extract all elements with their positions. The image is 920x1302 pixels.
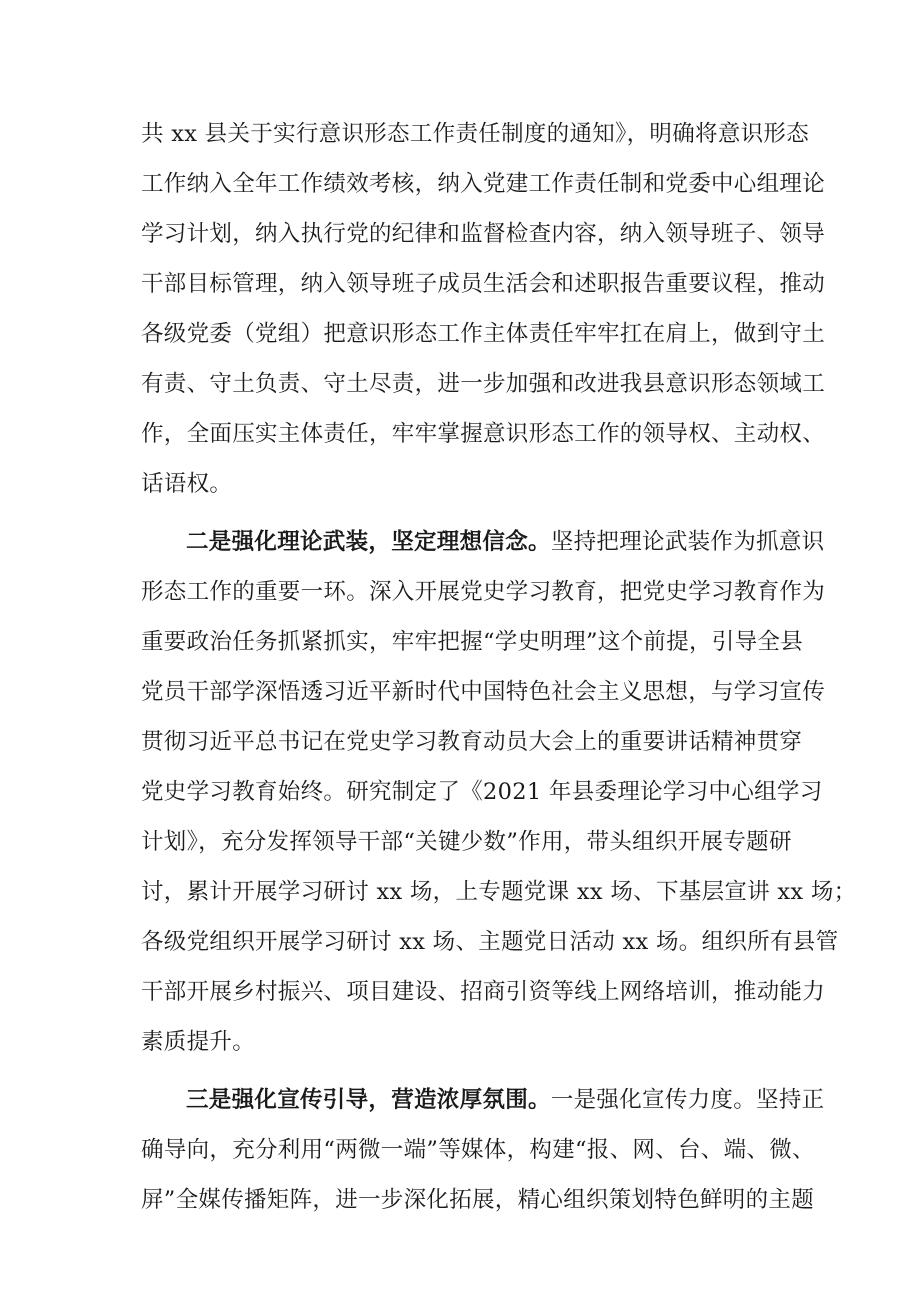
paragraph-1-line-5: 各级党委（党组）把意识形态工作主体责任牢牢扛在肩上，做到守土 — [141, 321, 826, 347]
paragraph-2-line-7: 计划》，充分发挥领导干部“关键少数”作用，带头组织开展专题研 — [141, 829, 792, 855]
paragraph-2-first-line-text: 坚持把理论武装作为抓意识 — [550, 529, 825, 555]
paragraph-3-line-2: 确导向，充分利用“两微一端”等媒体，构建“报、网、台、端、微、 — [141, 1137, 815, 1163]
paragraph-2-line-10: 干部开展乡村振兴、项目建设、招商引资等线上网络培训，推动能力 — [141, 979, 826, 1005]
paragraph-2-line-2: 形态工作的重要一环。深入开展党史学习教育，把党史学习教育作为 — [141, 579, 826, 605]
paragraph-1-line-3: 学习计划，纳入执行党的纪律和监督检查内容，纳入领导班子、领导 — [141, 221, 826, 247]
paragraph-3-first-line-text: 一是强化宣传力度。坚持正 — [550, 1087, 825, 1113]
paragraph-1-line-6: 有责、守土负责、守土尽责，进一步加强和改进我县意识形态领域工 — [141, 371, 826, 397]
paragraph-2-line-5: 贯彻习近平总书记在党史学习教育动员大会上的重要讲话精神贯穿 — [141, 729, 803, 755]
paragraph-1-line-7: 作，全面压实主体责任，牢牢掌握意识形态工作的领导权、主动权、 — [141, 421, 826, 447]
paragraph-2-line-4: 党员干部学深悟透习近平新时代中国特色社会主义思想，与学习宣传 — [141, 679, 826, 705]
paragraph-1-line-2: 工作纳入全年工作绩效考核，纳入党建工作责任制和党委中心组理论 — [141, 171, 826, 197]
paragraph-3-line-1 — [186, 1084, 824, 1116]
paragraph-3-heading: 三是强化宣传引导，营造浓厚氛围。 — [186, 1087, 551, 1113]
paragraph-2-line-6: 党史学习教育始终。研究制定了《2021 年县委理论学习中心组学习 — [141, 779, 823, 805]
paragraph-1-line-4: 干部目标管理，纳入领导班子成员生活会和述职报告重要议程，推动 — [141, 271, 826, 297]
paragraph-2-line-11: 素质提升。 — [141, 1029, 256, 1055]
paragraph-2-line-3: 重要政治任务抓紧抓实，牢牢把握“学史明理”这个前提，引导全县 — [141, 629, 804, 655]
paragraph-2-line-8: 讨，累计开展学习研讨 xx 场，上专题党课 xx 场、下基层宣讲 xx 场； — [141, 879, 857, 905]
paragraph-2-heading: 二是强化理论武装，坚定理想信念。 — [186, 529, 551, 555]
paragraph-2-line-9: 各级党组织开展学习研讨 xx 场、主题党日活动 xx 场。组织所有县管 — [141, 929, 839, 955]
paragraph-1-line-8: 话语权。 — [141, 471, 233, 497]
paragraph-2-line-1 — [186, 526, 824, 558]
paragraph-1-line-1: 共 xx 县关于实行意识形态工作责任制度的通知》，明确将意识形态 — [141, 121, 810, 147]
paragraph-3-line-3: 屏”全媒传播矩阵，进一步深化拓展，精心组织策划特色鲜明的主题 — [141, 1187, 815, 1213]
